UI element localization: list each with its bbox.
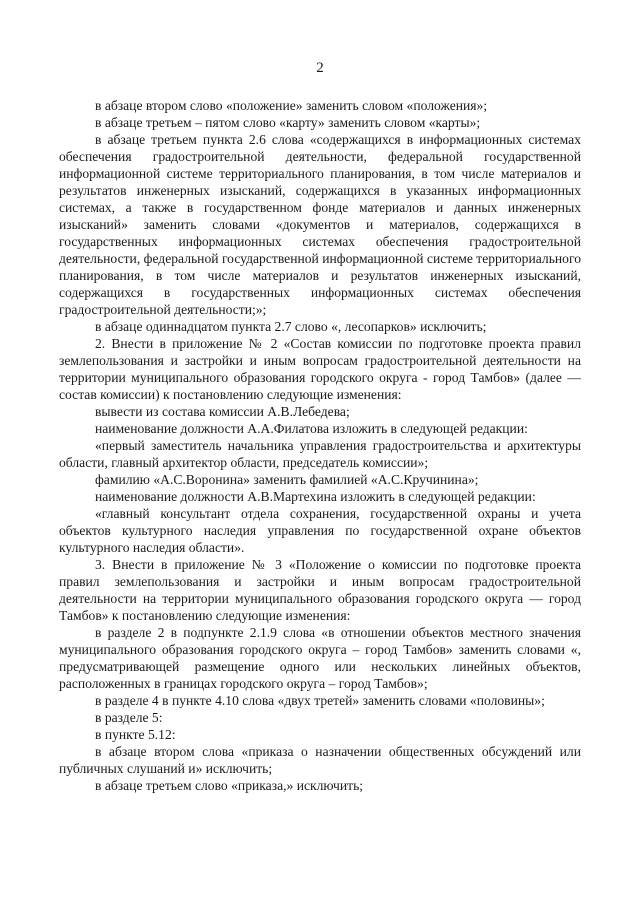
paragraph: фамилию «А.С.Воронина» заменить фамилией «А.С.Кручинина»; <box>95 472 479 487</box>
paragraph: 2. Внести в приложение № 2 «Состав комиссии по подготовке проекта правил землепользования и застройки и иным вопросам градостроительной деятельности на территории муниципального образования городского округа - город Тамбов» (далее — состав комиссии) к постановлению следующие изменения: <box>59 336 581 402</box>
paragraph: в абзаце втором слова «приказа о назначении общественных обсуждений или публичных слушаний и» исключить; <box>59 744 581 776</box>
paragraph: в абзаце третьем – пятом слово «карту» заменить словом «карты»; <box>95 115 481 130</box>
paragraph: «первый заместитель начальника управления градостроительства и архитектуры области, главный архитектор области, председатель комиссии»; <box>59 438 581 470</box>
paragraph: в разделе 5: <box>95 710 163 725</box>
paragraph: вывести из состава комиссии А.В.Лебедева; <box>95 404 350 419</box>
document-body <box>59 97 581 794</box>
paragraph: в разделе 2 в подпункте 2.1.9 слова «в отношении объектов местного значения муниципального образования городского округа – город Тамбов» заменить словами «, предусматривающей размещение одного или нескольких линейных объектов, расположенных в границах городского округа – город Тамбов»; <box>59 625 581 691</box>
paragraph: в абзаце третьем слово «приказа,» исключить; <box>95 778 364 793</box>
paragraph: наименование должности А.В.Мартехина изложить в следующей редакции: <box>95 489 536 504</box>
paragraph: в абзаце одиннадцатом пункта 2.7 слово «, лесопарков» исключить; <box>95 319 487 334</box>
paragraph: в разделе 4 в пункте 4.10 слова «двух третей» заменить словами «половины»; <box>95 693 545 708</box>
paragraph: 3. Внести в приложение № 3 «Положение о комиссии по подготовке проекта правил землепользования и застройки и иным вопросам градостроительной деятельности на территории муниципального образования городского округа — город Тамбов» к постановлению следующие изменения: <box>59 557 581 623</box>
page-number: 2 <box>316 60 324 76</box>
paragraph: наименование должности А.А.Филатова изложить в следующей редакции: <box>95 421 528 436</box>
paragraph: в абзаце третьем пункта 2.6 слова «содержащихся в информационных системах обеспечения градостроительной деятельности, федеральной государственной информационной системе территориального планирования, в том числе материалов и результатов инженерных изысканий, содержащихся в указанных информационных системах, а также в государственном фонде материалов и данных инженерных изысканий» заменить словами «документов и материалов, содержащихся в государственных информационных системах обеспечения градостроительной деятельности, федеральной государственной информационной системе территориального планирования, в том числе материалов и результатов инженерных изысканий, содержащихся в государственных информационных системах обеспечения градостроительной деятельности;»; <box>59 132 581 317</box>
paragraph: в пункте 5.12: <box>95 727 176 742</box>
paragraph: «главный консультант отдела сохранения, государственной охраны и учета объектов культурного наследия управления по государственной охране объектов культурного наследия области». <box>59 506 581 555</box>
paragraph: в абзаце втором слово «положение» заменить словом «положения»; <box>95 98 488 113</box>
